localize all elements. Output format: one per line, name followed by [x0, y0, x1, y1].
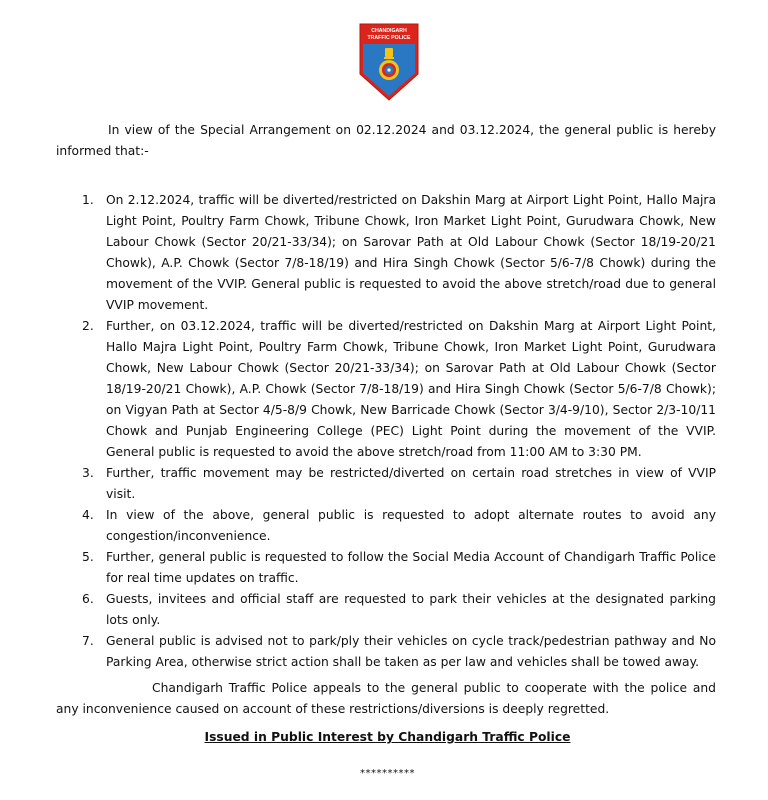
closing-paragraph: Chandigarh Traffic Police appeals to the general public to cooperate with the police and any inconvenience caused on account of these restrictions/diversions is deeply regretted. [56, 681, 716, 716]
list-item [56, 589, 716, 631]
item-text: Further, on 03.12.2024, traffic will be diverted/restricted on Dakshin Marg at Airport Light Point, Hallo Majra Light Point, Poultry Farm Chowk, Tribune Chowk, Iron Market Light Point, Gurudwara Chowk, New Labour Chowk (Sector 20/21-33/34); on Sarovar Path at Old Labour Chowk (Sector 18/19-20/21 Chowk), A.P. Chowk (Sector 7/8-18/19) and Hira Singh Chowk (Sector 5/6-7/8 Chowk); on Vigyan Path at Sector 4/5-8/9 Chowk, New Barricade Chowk (Sector 3/4-9/10), Sector 2/3-10/11 Chowk and Punjab Engineering College (PEC) Light Point during the movement of the VVIP. General public is requested to avoid the above stretch/road from 11:00 AM to 3:30 PM. [106, 319, 716, 459]
list-item [56, 316, 716, 463]
item-number: 4. [82, 508, 94, 522]
logo-line2: TRAFFIC POLICE [367, 35, 411, 41]
list-item [56, 505, 716, 547]
end-marker: ********** [360, 768, 415, 779]
item-number: 3. [82, 466, 94, 480]
item-number: 5. [82, 550, 94, 564]
item-number: 1. [82, 193, 94, 207]
chandigarh-traffic-police-logo [358, 22, 420, 102]
item-number: 6. [82, 592, 94, 606]
intro-paragraph: In view of the Special Arrangement on 02.12.2024 and 03.12.2024, the general public is hereby informed that:- [56, 123, 716, 158]
item-number: 2. [82, 319, 94, 333]
item-text: General public is advised not to park/ply their vehicles on cycle track/pedestrian pathway and No Parking Area, otherwise strict action shall be taken as per law and vehicles shall be towed away. [106, 634, 716, 669]
arrangement-list [56, 190, 716, 673]
list-item [56, 190, 716, 316]
item-text: Further, general public is requested to follow the Social Media Account of Chandigarh Traffic Police for real time updates on traffic. [106, 550, 716, 585]
item-number: 7. [82, 634, 94, 648]
logo-line1: CHANDIGARH [371, 28, 407, 34]
item-text: Further, traffic movement may be restricted/diverted on certain road stretches in view of VVIP visit. [106, 466, 716, 501]
item-text: Guests, invitees and official staff are requested to park their vehicles at the designated parking lots only. [106, 592, 716, 627]
list-item [56, 631, 716, 673]
list-item [56, 463, 716, 505]
emblem-icon [384, 48, 394, 59]
traffic-wheel-icon [379, 60, 399, 80]
issued-by-line: Issued in Public Interest by Chandigarh Traffic Police [204, 730, 571, 744]
list-item [56, 547, 716, 589]
item-text: On 2.12.2024, traffic will be diverted/restricted on Dakshin Marg at Airport Light Point, Hallo Majra Light Point, Poultry Farm Chowk, Tribune Chowk, Iron Market Light Point, Gurudwara Chowk, New Labour Chowk (Sector 20/21-33/34); on Sarovar Path at Old Labour Chowk (Sector 18/19-20/21 Chowk), A.P. Chowk (Sector 7/8-18/19) and Hira Singh Chowk (Sector 5/6-7/8 Chowk) during the movement of the VVIP. General public is requested to avoid the above stretch/road due to general VVIP movement. [106, 193, 716, 312]
item-text: In view of the above, general public is requested to adopt alternate routes to avoid any congestion/inconvenience. [106, 508, 716, 543]
